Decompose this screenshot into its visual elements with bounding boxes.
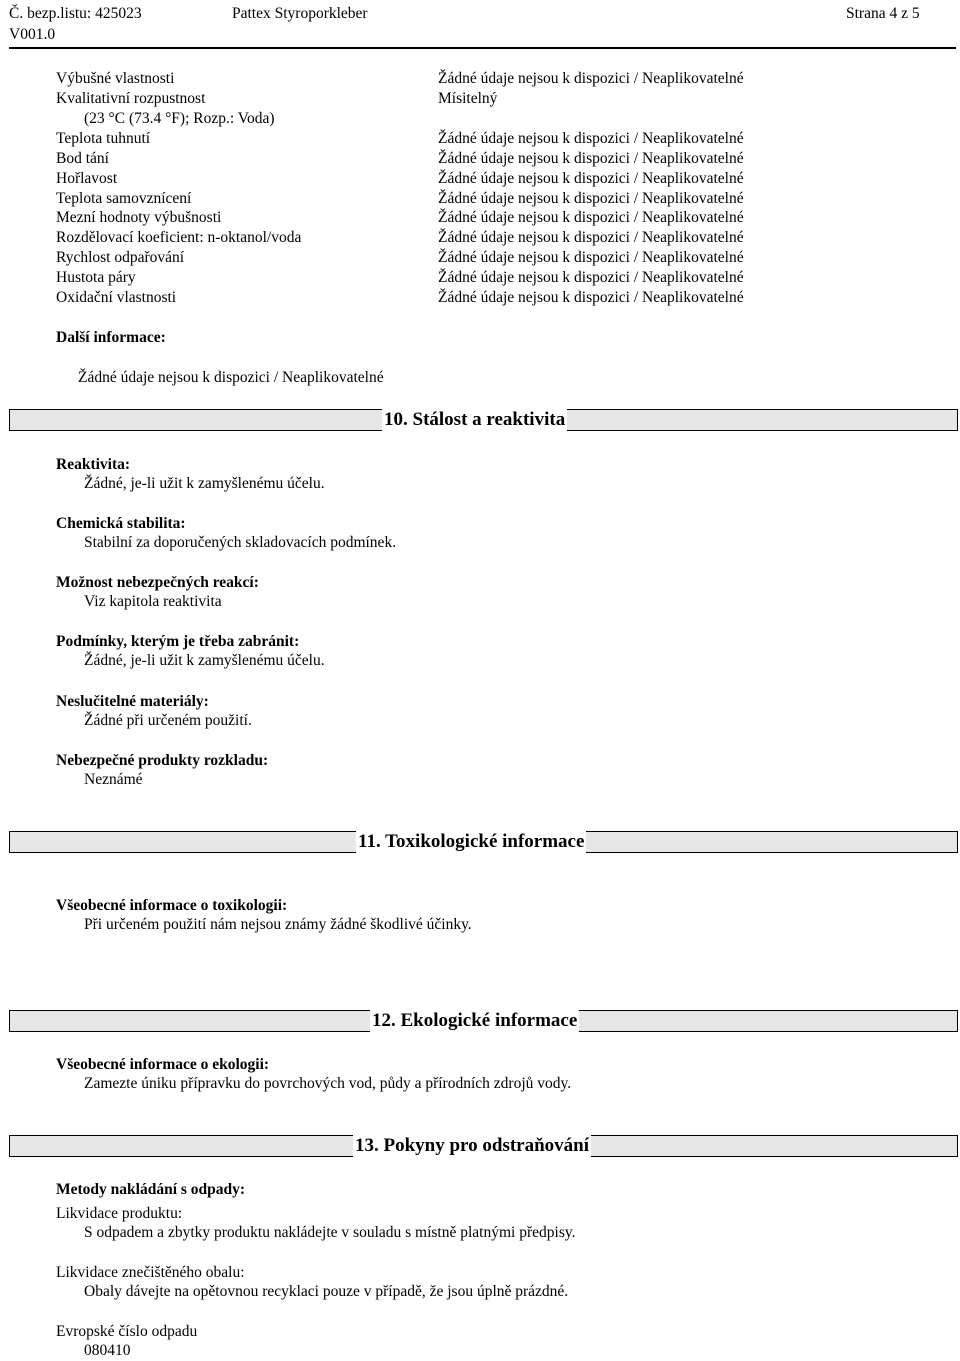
toxicology-text: Při určeném použití nám nejsou známy žádné škodlivé účinky. <box>84 916 472 933</box>
property-value: Žádné údaje nejsou k dispozici / Neaplikovatelné <box>438 190 744 207</box>
other-info-heading: Další informace: <box>56 329 166 346</box>
property-value: Žádné údaje nejsou k dispozici / Neaplikovatelné <box>438 150 744 167</box>
ecology-label: Všeobecné informace o ekologii: <box>56 1056 270 1073</box>
waste-code: 080410 <box>84 1342 131 1359</box>
property-value: Žádné údaje nejsou k dispozici / Neaplikovatelné <box>438 289 744 306</box>
property-label: Mezní hodnoty výbušnosti <box>56 209 222 226</box>
section-10-title: 10. Stálost a reaktivita <box>384 409 566 430</box>
property-label: Hustota páry <box>56 269 136 286</box>
ecology-text: Zamezte úniku přípravku do povrchových vod, půdy a přírodních zdrojů vody. <box>84 1075 572 1092</box>
property-label: Oxidační vlastnosti <box>56 289 177 306</box>
property-label: Kvalitativní rozpustnost <box>56 90 206 107</box>
waste-code-label: Evropské číslo odpadu <box>56 1323 198 1340</box>
incompatible-materials-text: Žádné při určeném použití. <box>84 712 252 729</box>
packaging-disposal-text: Obaly dávejte na opětovnou recyklaci pouze v případě, že jsou úplně prázdné. <box>84 1283 569 1300</box>
reactivity-label: Reaktivita: <box>56 456 131 473</box>
product-disposal-text: S odpadem a zbytky produktu nakládejte v souladu s místně platnými předpisy. <box>84 1224 576 1241</box>
header-divider <box>9 47 956 49</box>
chemical-stability-text: Stabilní za doporučených skladovacích podmínek. <box>84 534 397 551</box>
decomposition-products-label: Nebezpečné produkty rozkladu: <box>56 752 269 769</box>
incompatible-materials-label: Neslučitelné materiály: <box>56 693 209 710</box>
section-12-title: 12. Ekologické informace <box>372 1010 578 1031</box>
product-name: Pattex Styroporkleber <box>232 5 368 22</box>
page-number: Strana 4 z 5 <box>846 5 920 22</box>
property-value: Žádné údaje nejsou k dispozici / Neaplikovatelné <box>438 249 744 266</box>
property-value: Žádné údaje nejsou k dispozici / Neaplikovatelné <box>438 209 744 226</box>
property-label: Hořlavost <box>56 170 118 187</box>
conditions-to-avoid-label: Podmínky, kterým je třeba zabránit: <box>56 633 300 650</box>
toxicology-label: Všeobecné informace o toxikologii: <box>56 897 288 914</box>
section-11-title: 11. Toxikologické informace <box>358 831 585 852</box>
property-label: (23 °C (73.4 °F); Rozp.: Voda) <box>84 110 275 127</box>
property-label: Teplota samovznícení <box>56 190 192 207</box>
conditions-to-avoid-text: Žádné, je-li užit k zamyšlenému účelu. <box>84 652 325 669</box>
other-info-text: Žádné údaje nejsou k dispozici / Neaplikovatelné <box>78 369 384 386</box>
property-label: Teplota tuhnutí <box>56 130 151 147</box>
property-value: Žádné údaje nejsou k dispozici / Neaplikovatelné <box>438 130 744 147</box>
packaging-disposal-label: Likvidace znečištěného obalu: <box>56 1264 245 1281</box>
section-13-title: 13. Pokyny pro odstraňování <box>355 1135 590 1156</box>
product-disposal-label: Likvidace produktu: <box>56 1205 183 1222</box>
decomposition-products-text: Neznámé <box>84 771 143 788</box>
sheet-number: Č. bezp.listu: 425023 <box>9 5 142 22</box>
property-label: Bod tání <box>56 150 109 167</box>
property-label: Rozdělovací koeficient: n-oktanol/voda <box>56 229 302 246</box>
property-label: Rychlost odpařování <box>56 249 185 266</box>
version: V001.0 <box>9 26 56 43</box>
disposal-methods-label: Metody nakládání s odpady: <box>56 1181 246 1198</box>
property-value: Žádné údaje nejsou k dispozici / Neaplikovatelné <box>438 229 744 246</box>
chemical-stability-label: Chemická stabilita: <box>56 515 186 532</box>
hazardous-reactions-text: Viz kapitola reaktivita <box>84 593 222 610</box>
property-value: Mísitelný <box>438 90 498 107</box>
property-value: Žádné údaje nejsou k dispozici / Neaplikovatelné <box>438 170 744 187</box>
property-value: Žádné údaje nejsou k dispozici / Neaplikovatelné <box>438 269 744 286</box>
hazardous-reactions-label: Možnost nebezpečných reakcí: <box>56 574 259 591</box>
property-label: Výbušné vlastnosti <box>56 70 175 87</box>
reactivity-text: Žádné, je-li užit k zamyšlenému účelu. <box>84 475 325 492</box>
property-value: Žádné údaje nejsou k dispozici / Neaplikovatelné <box>438 70 744 87</box>
